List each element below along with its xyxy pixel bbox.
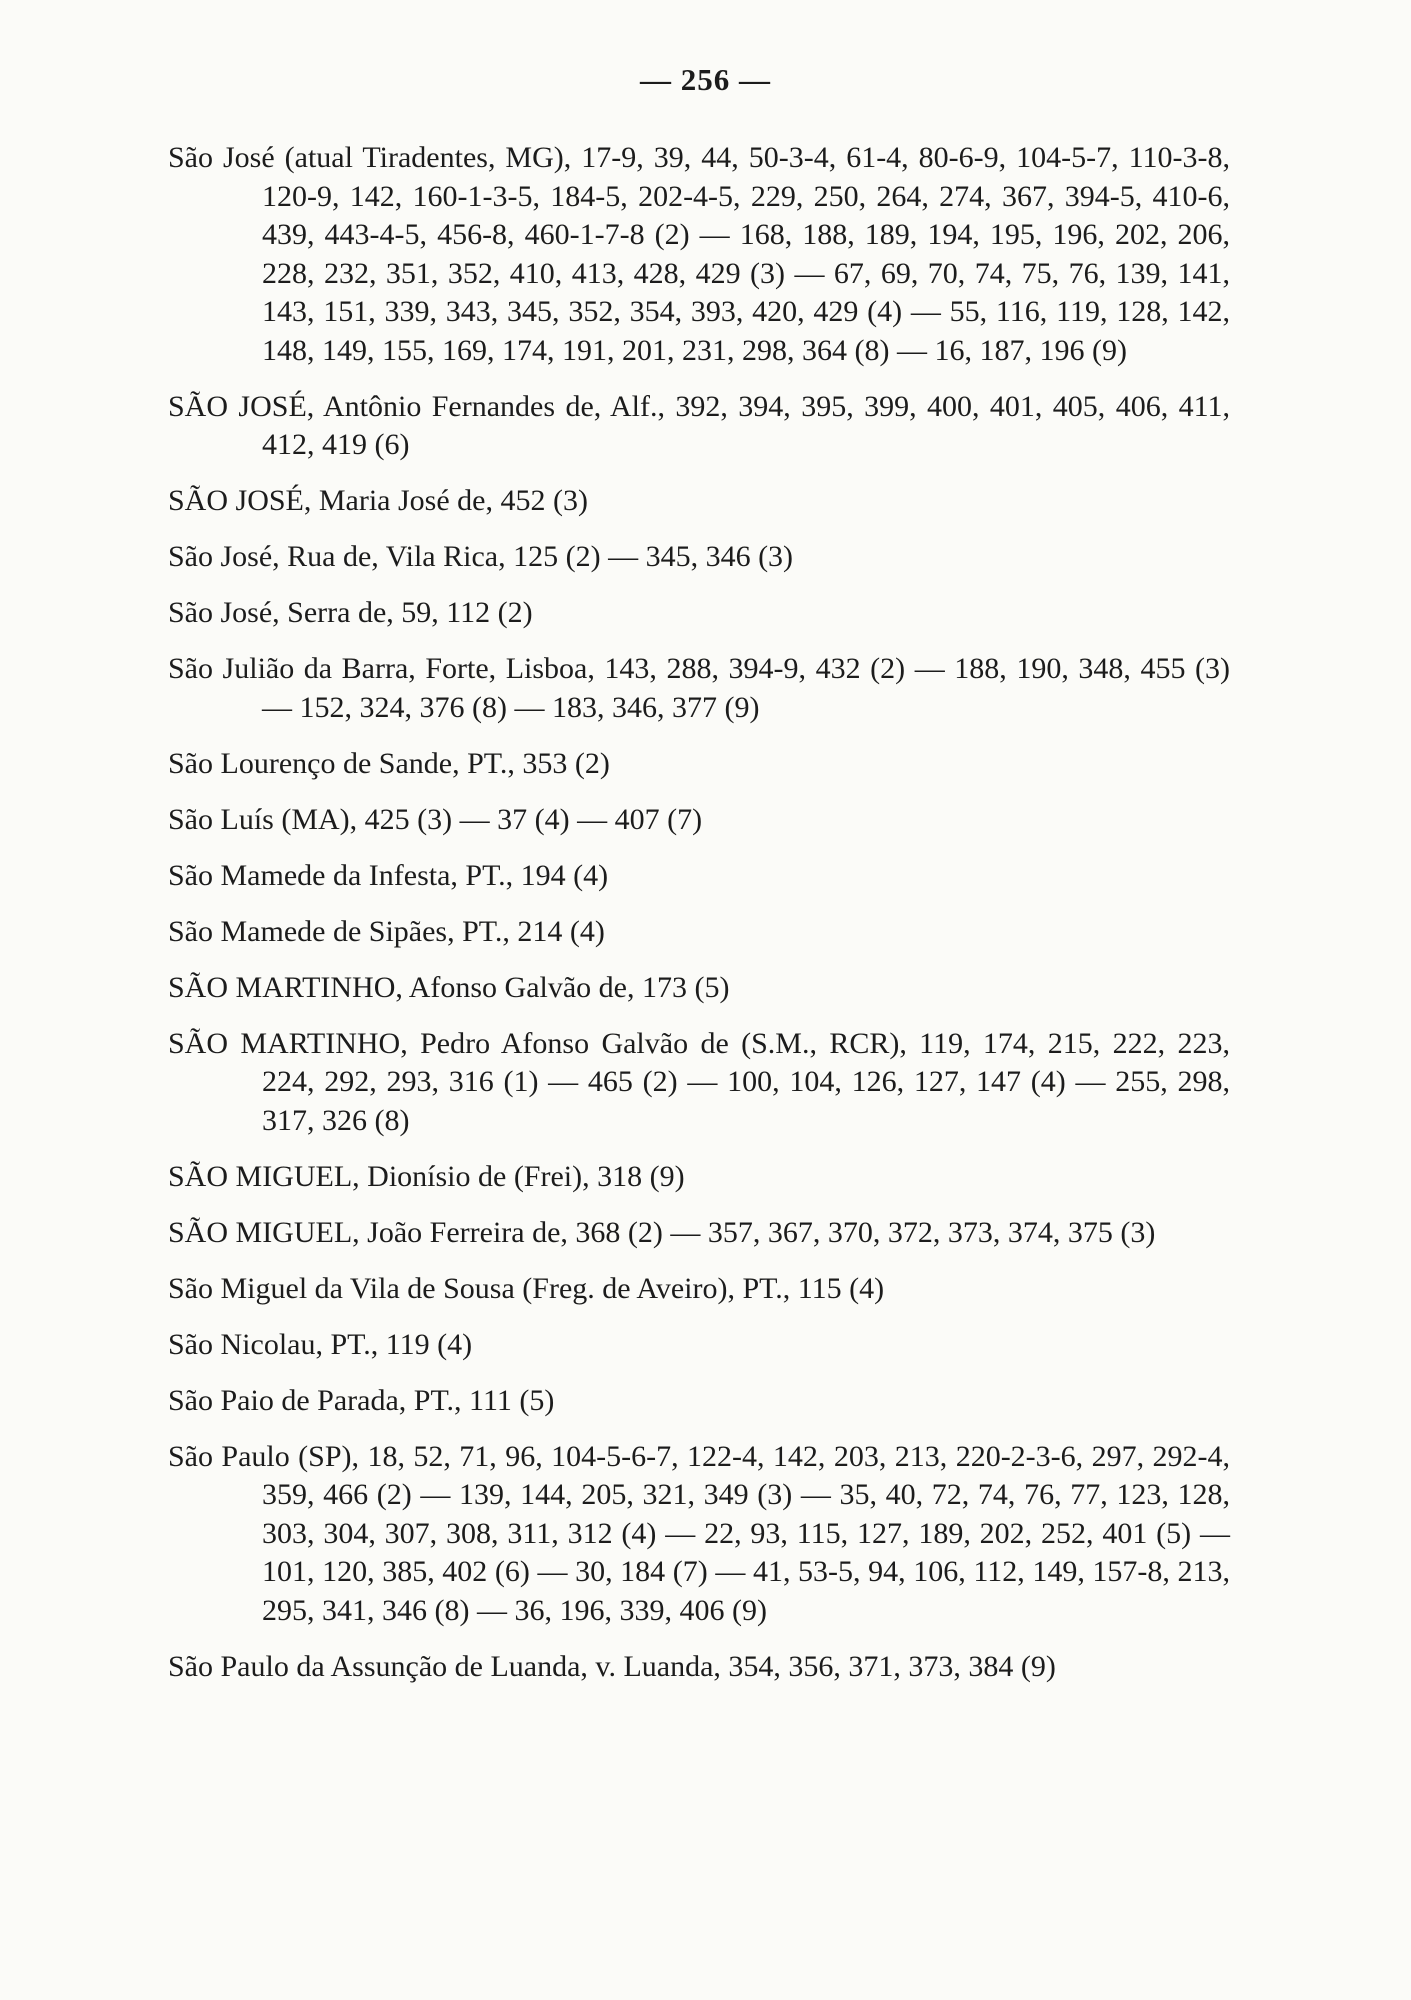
index-entry: São Miguel da Vila de Sousa (Freg. de Aveiro), PT., 115 (4): [168, 1271, 885, 1305]
index-entry: São Paio de Parada, PT., 111 (5): [168, 1383, 555, 1417]
index-entry: São Mamede da Infesta, PT., 194 (4): [168, 858, 609, 892]
index-entry: SÃO MARTINHO, Pedro Afonso Galvão de (S.M., RCR), 119, 174, 215, 222, 223, 224, 292, 293, 316 (1) — 465 (2) — 100, 104, 126, 127, 147 (4) — 255, 298, 317, 326 (8): [168, 1026, 1230, 1137]
index-entry: São Paulo da Assunção de Luanda, v. Luanda, 354, 356, 371, 373, 384 (9): [168, 1649, 1056, 1683]
index-entry: São Lourenço de Sande, PT., 353 (2): [168, 746, 610, 780]
index-entry: São Julião da Barra, Forte, Lisboa, 143, 288, 394-9, 432 (2) — 188, 190, 348, 455 (3) — 152, 324, 376 (8) — 183, 346, 377 (9): [168, 652, 1230, 724]
index-entry: SÃO MIGUEL, Dionísio de (Frei), 318 (9): [168, 1159, 685, 1193]
index-entry: SÃO MIGUEL, João Ferreira de, 368 (2) — 357, 367, 370, 372, 373, 374, 375 (3): [168, 1215, 1156, 1249]
index-entry: SÃO JOSÉ, Antônio Fernandes de, Alf., 392, 394, 395, 399, 400, 401, 405, 406, 411, 412, 419 (6): [168, 389, 1230, 461]
index-entry-list: [168, 139, 1230, 1704]
page-number: — 256 —: [640, 62, 771, 97]
index-entry: SÃO JOSÉ, Maria José de, 452 (3): [168, 484, 588, 517]
index-entry: São Luís (MA), 425 (3) — 37 (4) — 407 (7): [168, 802, 703, 836]
index-entry: São José, Serra de, 59, 112 (2): [168, 596, 533, 629]
index-entry: São Mamede de Sipães, PT., 214 (4): [168, 914, 605, 948]
index-entry: SÃO MARTINHO, Afonso Galvão de, 173 (5): [168, 970, 730, 1004]
index-entry: São Paulo (SP), 18, 52, 71, 96, 104-5-6-7, 122-4, 142, 203, 213, 220-2-3-6, 297, 292-4, 359, 466 (2) — 139, 144, 205, 321, 349 (3) — 35, 40, 72, 74, 76, 77, 123, 128, 303, 304, 307, 308, 311, 312 (4) — 22, 93, 115, 127, 189, 202, 252, 401 (5) — 101, 120, 385, 402 (6) — 30, 184 (7) — 41, 53-5, 94, 106, 112, 149, 157-8, 213, 295, 341, 346 (8) — 36, 196, 339, 406 (9): [168, 1439, 1230, 1627]
index-entry: São José, Rua de, Vila Rica, 125 (2) — 345, 346 (3): [168, 540, 794, 573]
index-entry: São Nicolau, PT., 119 (4): [168, 1327, 473, 1361]
index-entry: São José (atual Tiradentes, MG), 17-9, 39, 44, 50-3-4, 61-4, 80-6-9, 104-5-7, 110-3-8, 120-9, 142, 160-1-3-5, 184-5, 202-4-5, 229, 250, 264, 274, 367, 394-5, 410-6, 439, 443-4-5, 456-8, 460-1-7-8 (2) — 168, 188, 189, 194, 195, 196, 202, 206, 228, 232, 351, 352, 410, 413, 428, 429 (3) — 67, 69, 70, 74, 75, 76, 139, 141, 143, 151, 339, 343, 345, 352, 354, 393, 420, 429 (4) — 55, 116, 119, 128, 142, 148, 149, 155, 169, 174, 191, 201, 231, 298, 364 (8) — 16, 187, 196 (9): [168, 141, 1230, 367]
